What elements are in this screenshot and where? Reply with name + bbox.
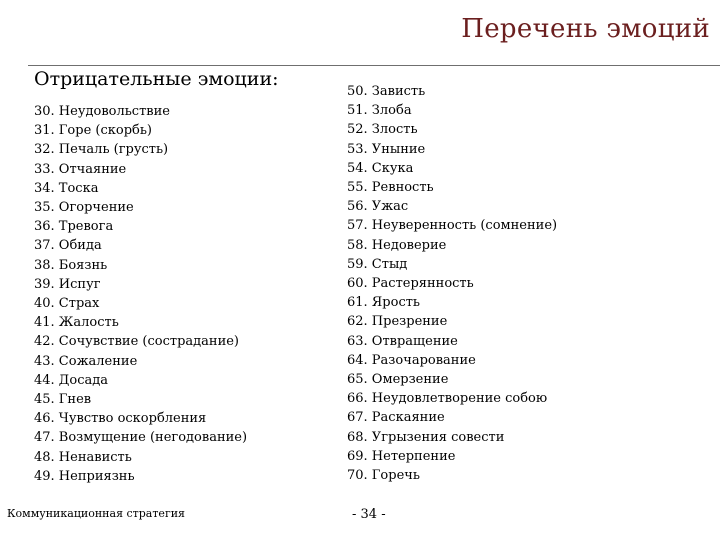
emotion-item: 45. Гнев xyxy=(34,392,92,408)
emotion-item: 60. Растерянность xyxy=(347,276,474,292)
emotion-item: 70. Горечь xyxy=(347,468,420,484)
emotion-item: 64. Разочарование xyxy=(347,352,476,368)
emotion-item: 54. Скука xyxy=(347,160,414,176)
emotion-item: 43. Сожаление xyxy=(34,353,138,369)
emotion-item: 57. Неуверенность (сомнение) xyxy=(347,218,558,234)
emotion-item: 53. Уныние xyxy=(347,141,426,157)
emotion-item: 58. Недоверие xyxy=(347,237,447,253)
emotion-item: 52. Злость xyxy=(347,122,418,138)
emotion-item: 69. Нетерпение xyxy=(347,448,456,464)
emotion-item: 33. Отчаяние xyxy=(34,161,127,177)
emotion-item: 47. Возмущение (негодование) xyxy=(34,430,248,446)
emotion-item: 46. Чувство оскорбления xyxy=(34,411,207,427)
emotion-item: 65. Омерзение xyxy=(347,372,449,388)
emotion-item: 32. Печаль (грусть) xyxy=(34,142,169,158)
emotion-item: 42. Сочувствие (сострадание) xyxy=(34,334,239,350)
emotion-item: 51. Злоба xyxy=(347,103,412,119)
emotion-item: 59. Стыд xyxy=(347,256,408,272)
emotion-item: 34. Тоска xyxy=(34,180,99,196)
emotion-list-left xyxy=(34,102,247,486)
emotion-item: 30. Неудовольствие xyxy=(34,104,170,119)
emotion-item: 37. Обида xyxy=(34,238,102,254)
emotion-item: 68. Угрызения совести xyxy=(347,429,505,445)
emotion-list-right xyxy=(347,82,557,485)
emotion-item: 35. Огорчение xyxy=(34,200,134,216)
emotion-item: 62. Презрение xyxy=(347,314,448,330)
emotion-item: 63. Отвращение xyxy=(347,333,458,349)
emotion-item: 39. Испуг xyxy=(34,276,101,292)
emotion-item: 40. Страх xyxy=(34,296,100,312)
emotion-item: 31. Горе (скорбь) xyxy=(34,123,152,139)
footer-caption: Коммуникационная стратегия xyxy=(7,507,185,520)
emotion-item: 49. Неприязнь xyxy=(34,468,135,484)
emotion-item: 38. Боязнь xyxy=(34,257,108,273)
page-number: - 34 - xyxy=(352,507,386,522)
emotion-item: 44. Досада xyxy=(34,372,108,388)
page-title: Перечень эмоций xyxy=(461,14,710,44)
emotion-item: 67. Раскаяние xyxy=(347,410,445,426)
emotion-item: 66. Неудовлетворение собою xyxy=(347,391,548,407)
emotion-item: 55. Ревность xyxy=(347,180,434,196)
section-subtitle: Отрицательные эмоции: xyxy=(34,68,279,90)
emotion-item: 41. Жалость xyxy=(34,315,119,331)
emotion-item: 36. Тревога xyxy=(34,219,114,235)
emotion-item: 61. Ярость xyxy=(347,295,421,311)
title-divider xyxy=(28,65,720,66)
emotion-item: 50. Зависть xyxy=(347,84,426,99)
emotion-item: 48. Ненависть xyxy=(34,449,132,465)
emotion-item: 56. Ужас xyxy=(347,199,409,215)
